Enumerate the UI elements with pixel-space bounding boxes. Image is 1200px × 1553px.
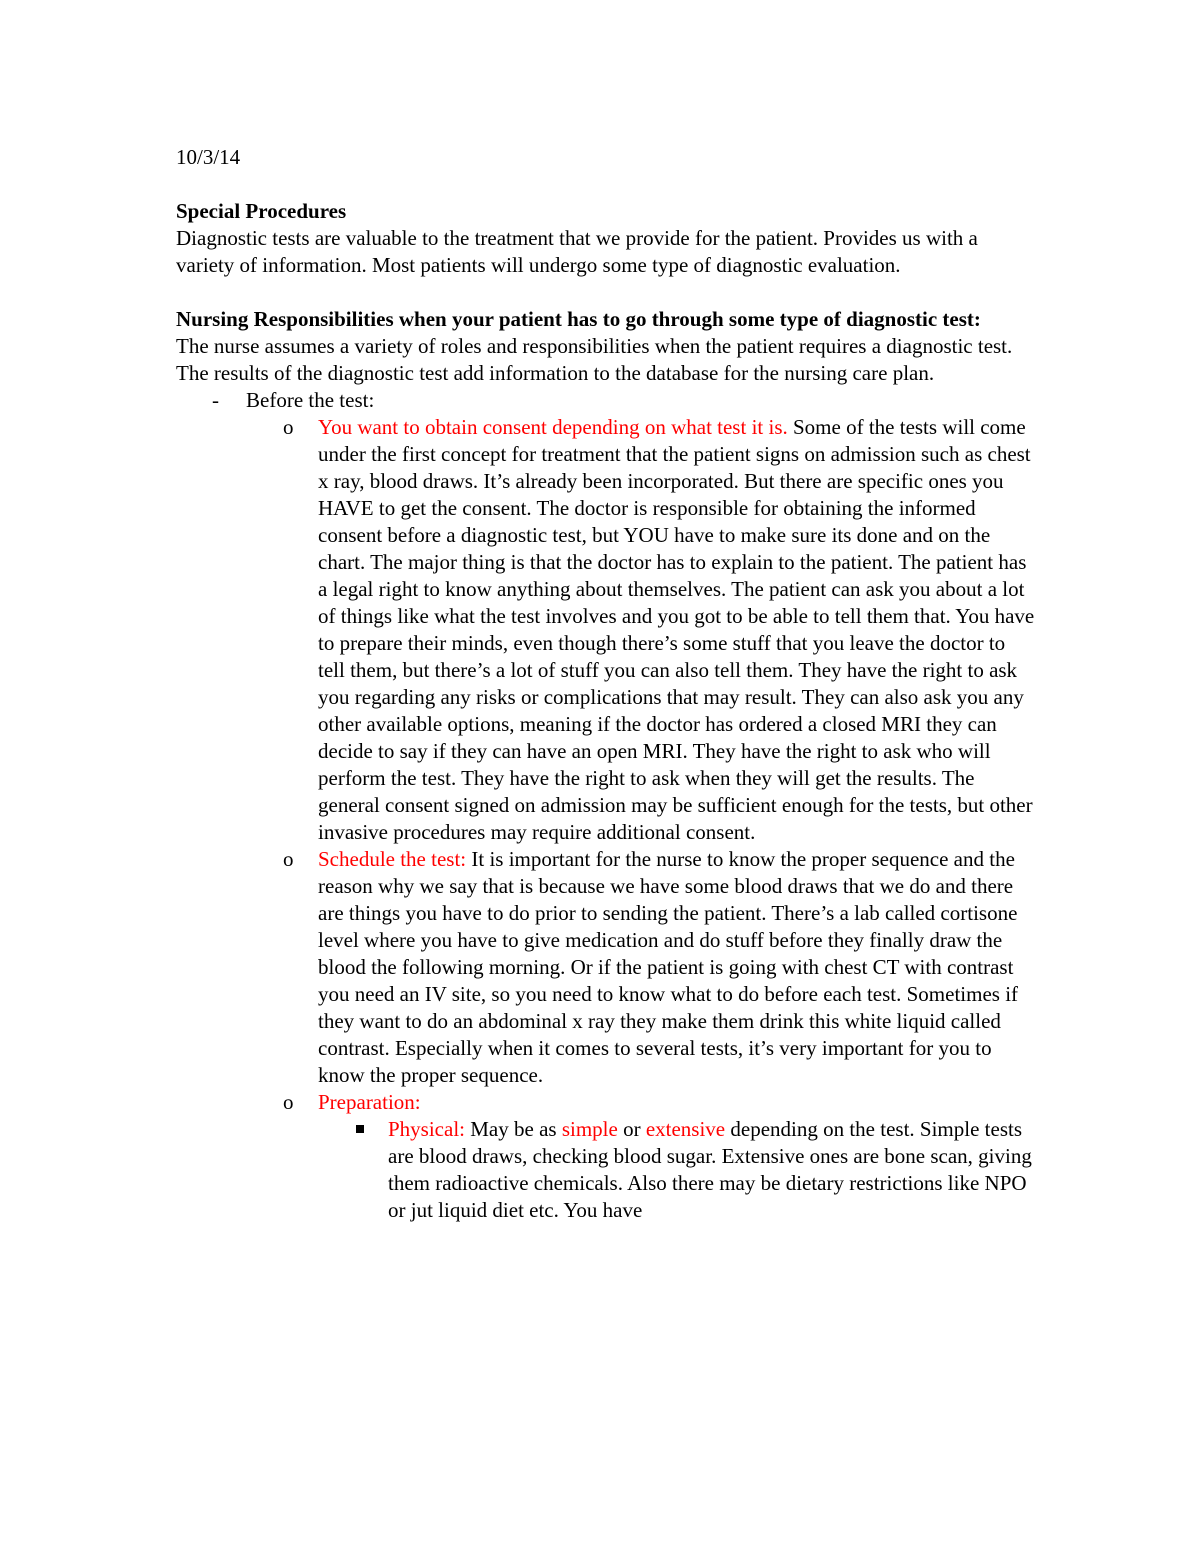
physical-text-1: May be as (465, 1117, 562, 1141)
circle-bullet-icon: o (283, 415, 294, 439)
nursing-intro: The nurse assumes a variety of roles and responsibilities when the patient requires a diagnostic test. The results of the diagnostic test add information to the database for the nursing care plan. (176, 334, 1013, 385)
document-date: 10/3/14 (176, 145, 241, 169)
consent-text: Some of the tests will come under the first concept for treatment that the patient signs on admission such as chest x ray, blood draws. It’s already been incorporated. But there are specific ones you HAVE to get the consent. The doctor is responsible for obtaining the informed consent before a diagnostic test, but YOU have to make sure its done and on the chart. The major thing is that the doctor has to explain to the patient. The patient has a legal right to know anything about themselves. The patient can ask you about a lot of things like what the test involves and you got to be able to tell them that. You have to prepare their minds, even though there’s some stuff that you leave the doctor to tell them, but there’s a lot of stuff you can also tell them. They have the right to ask you regarding any risks or complications that may result. They can also ask you any other available options, meaning if the doctor has ordered a closed MRI they can decide to say if they can have an open MRI. They have the right to ask who will perform the test. They have the right to ask when they will get the results. The general consent signed on admission may be sufficient enough for the tests, but other invasive procedures may require additional consent. (318, 415, 1035, 844)
square-bullet-icon (356, 1125, 364, 1133)
preparation-highlight: Preparation: (318, 1090, 421, 1114)
physical-simple: simple (561, 1117, 618, 1141)
list-item-before-test (176, 387, 1036, 414)
physical-text-3: depending on the test. Simple tests are blood draws, checking blood sugar. Extensive ones are bone scan, giving them radioactive chemicals. Also there may be dietary restrictions like NPO or jut liquid diet etc. You have (388, 1117, 1032, 1222)
list-item-preparation (176, 1089, 1036, 1116)
schedule-highlight: Schedule the test: (318, 847, 467, 871)
document-page (176, 144, 1036, 1224)
physical-label: Physical: (388, 1117, 465, 1141)
physical-text-2: or (617, 1117, 646, 1141)
consent-highlight: You want to obtain consent depending on what test it is. (318, 415, 788, 439)
schedule-text: It is important for the nurse to know the proper sequence and the reason why we say that is because we have some blood draws that we do and there are things you have to do prior to sending the patient. There’s a lab called cortisone level where you have to give medication and do stuff before they finally draw the blood the following morning. Or if the patient is going with chest CT with contrast you need an IV site, so you need to know what to do before each test. Sometimes if they want to do an abdominal x ray they make them drink this white liquid called contrast. Especially when it comes to several tests, it’s very important for you to know the proper sequence. (318, 847, 1019, 1087)
circle-bullet-icon: o (283, 1090, 294, 1114)
physical-extensive: extensive (645, 1117, 726, 1141)
list-item-physical (176, 1116, 1036, 1224)
before-test-label: Before the test: (246, 388, 375, 412)
special-procedures-heading: Special Procedures (176, 199, 347, 223)
circle-bullet-icon: o (283, 847, 294, 871)
paragraph-gap (176, 279, 1036, 306)
list-item-consent (176, 414, 1036, 846)
dash-bullet-icon: - (212, 388, 219, 412)
responsibilities-list (176, 387, 1036, 1224)
special-procedures-text: Diagnostic tests are valuable to the treatment that we provide for the patient. Provides us with a variety of information. Most patients will undergo some type of diagnostic evaluation. (176, 226, 978, 277)
nursing-heading: Nursing Responsibilities when your patient has to go through some type of diagnostic test: (176, 307, 981, 331)
list-item-schedule (176, 846, 1036, 1089)
